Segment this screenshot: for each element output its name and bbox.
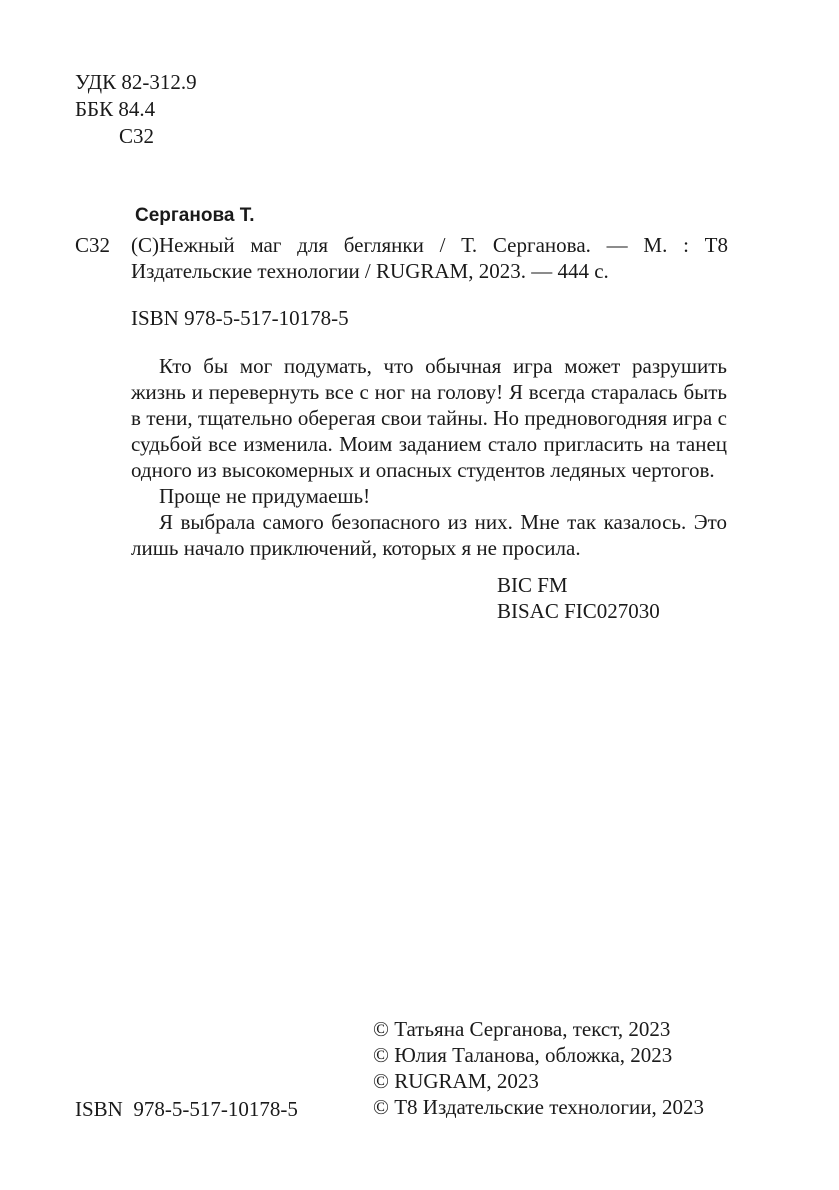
bbk-code: ББК 84.4 <box>75 97 156 121</box>
author-heading: Серганова Т. <box>135 205 255 226</box>
abstract-line: судьбой все изменила. Моим заданием стало пригласить на танец <box>131 432 727 456</box>
record-title-line-1: (С)Нежный маг для беглянки / Т. Серганова. — М. : Т8 <box>131 233 728 257</box>
record-title-line-2: Издательские технологии / RUGRAM, 2023. — 444 с. <box>131 259 609 283</box>
abstract-line: жизнь и перевернуть все с ног на голову! Я всегда старалась быть <box>131 380 727 404</box>
record-author-mark: С32 <box>75 233 111 257</box>
copyright-list <box>373 1016 704 1120</box>
record-isbn: ISBN 978-5-517-10178-5 <box>131 306 349 330</box>
footer-isbn: ISBN 978-5-517-10178-5 <box>75 1097 298 1121</box>
copyright-line: © Юлия Таланова, обложка, 2023 <box>373 1043 673 1067</box>
bic-code: BIC FM <box>497 573 568 597</box>
abstract-line: Проще не придумаешь! <box>159 484 371 508</box>
copyright-line: © Т8 Издательские технологии, 2023 <box>373 1095 704 1119</box>
copyright-line: © RUGRAM, 2023 <box>373 1069 539 1093</box>
bisac-code: BISAC FIC027030 <box>497 599 660 623</box>
copyright-line: © Татьяна Серганова, текст, 2023 <box>373 1017 671 1041</box>
abstract-line: одного из высокомерных и опасных студентов ледяных чертогов. <box>131 458 715 482</box>
udk-code: УДК 82-312.9 <box>75 70 197 94</box>
abstract-line: Я выбрала самого безопасного из них. Мне так казалось. Это <box>159 510 727 534</box>
abstract-line: лишь начало приключений, которых я не просила. <box>131 536 581 560</box>
author-mark: С32 <box>119 124 155 148</box>
abstract-line: в тени, тщательно оберегая свои тайны. Но предновогодняя игра с <box>131 406 727 430</box>
abstract-line: Кто бы мог подумать, что обычная игра может разрушить <box>159 354 727 378</box>
abstract <box>131 353 727 561</box>
